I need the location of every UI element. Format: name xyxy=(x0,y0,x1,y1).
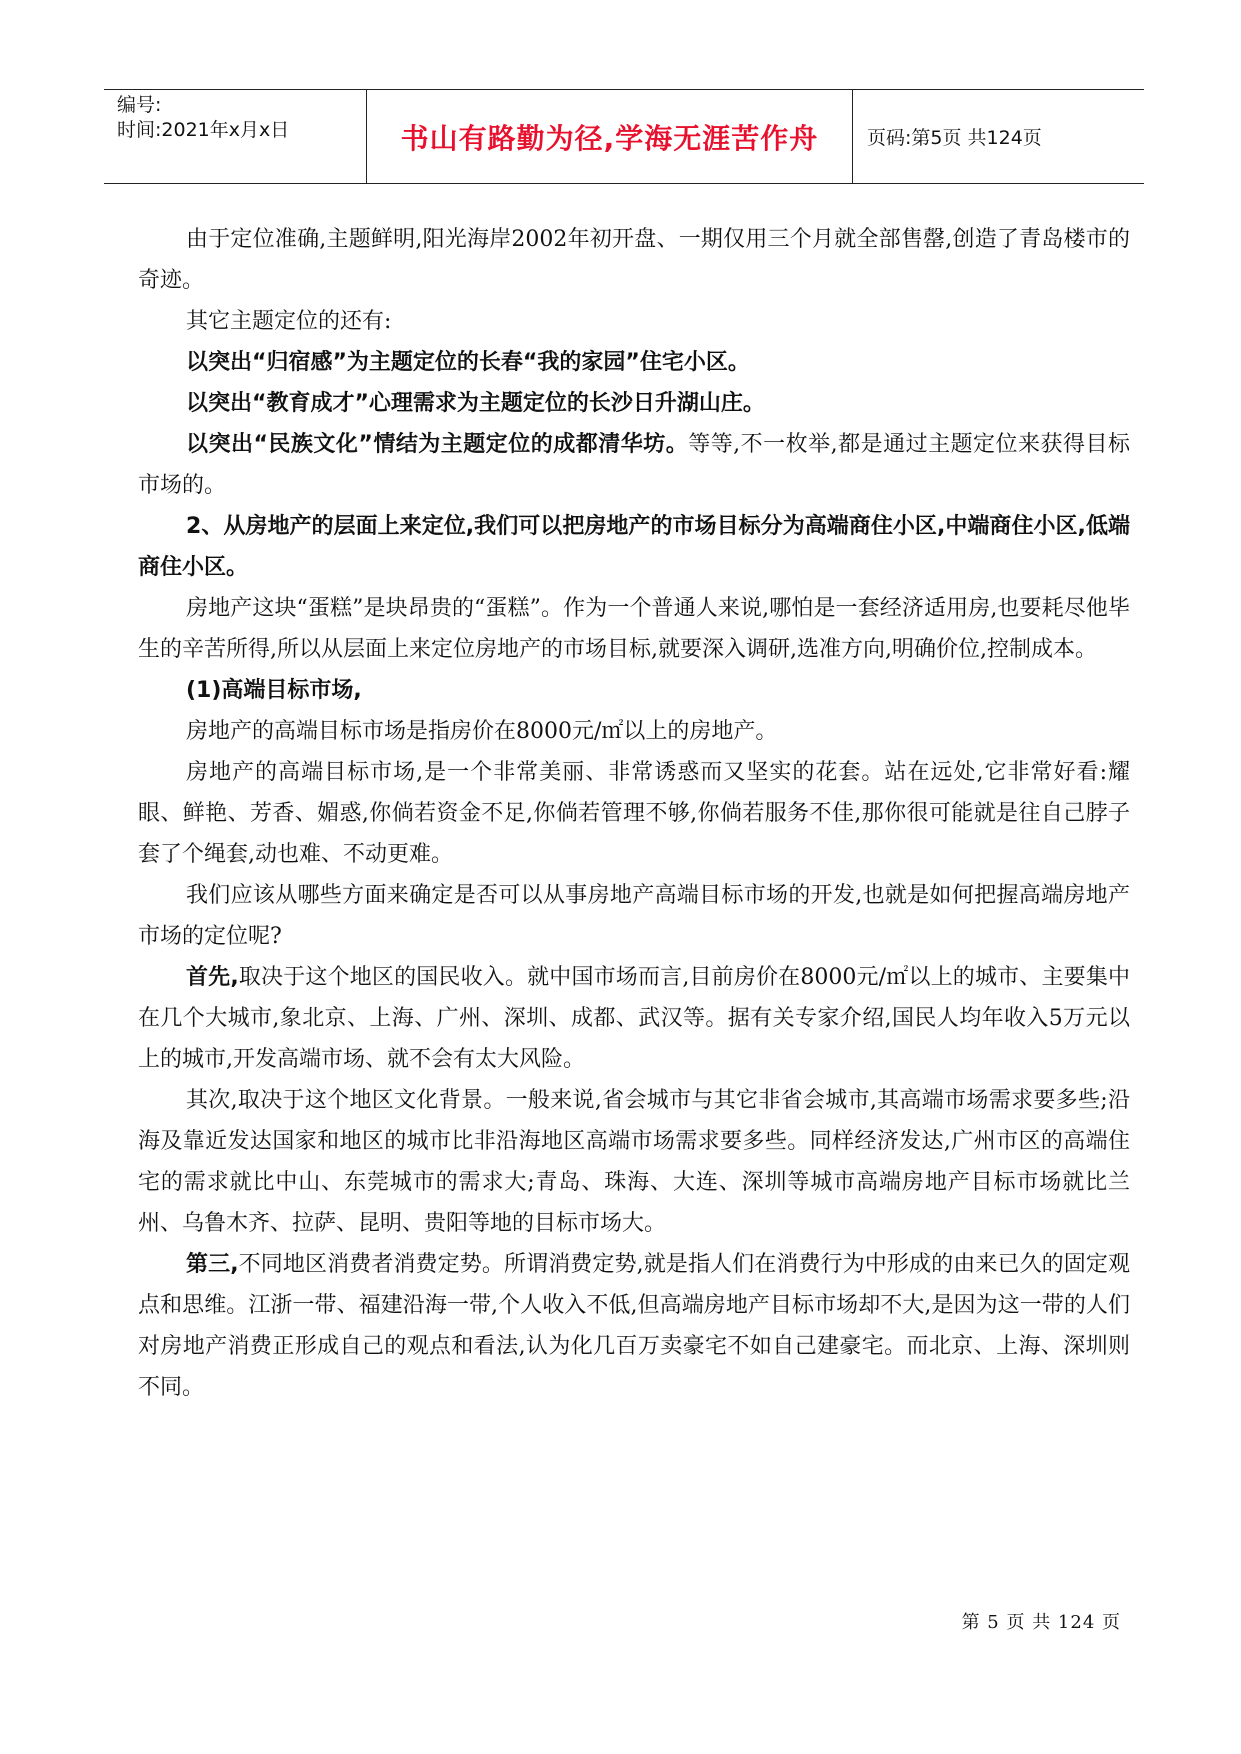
page-header-table xyxy=(104,89,1144,184)
body-paragraph xyxy=(138,588,1130,670)
bold-text: 以突出“教育成才”心理需求为主题定位的长沙日升湖山庄。 xyxy=(186,391,765,416)
header-page-info: 页码:第5页 共124页 xyxy=(867,127,1042,149)
header-page-cell xyxy=(853,90,1144,183)
document-body xyxy=(138,219,1130,1408)
paragraph-text: 房地产的高端目标市场是指房价在8000元/㎡以上的房地产。 xyxy=(186,719,778,744)
bold-text: 第三, xyxy=(186,1252,239,1277)
body-paragraph xyxy=(138,875,1130,957)
paragraph-text: 等等,不一枚举,都是通过主题定位来获得目标市场的。 xyxy=(138,432,1130,498)
body-paragraph xyxy=(138,219,1130,301)
paragraph-text: 房地产这块“蛋糕”是块昂贵的“蛋糕”。作为一个普通人来说,哪怕是一套经济适用房,也要耗尽他毕生的辛苦所得,所以从层面上来定位房地产的市场目标,就要深入调研,选准方向,明确价位,控制成本。 xyxy=(138,596,1130,662)
body-paragraph xyxy=(138,957,1130,1080)
paragraph-text: 房地产的高端目标市场,是一个非常美丽、非常诱惑而又坚实的花套。站在远处,它非常好看:耀眼、鲜艳、芳香、媚惑,你倘若资金不足,你倘若管理不够,你倘若服务不佳,那你很可能就是往自己脖子套了个绳套,动也难、不动更难。 xyxy=(138,760,1130,867)
body-paragraph xyxy=(138,383,1130,424)
bold-text: (1)高端目标市场, xyxy=(186,678,362,703)
bold-text: 以突出“民族文化”情结为主题定位的成都清华坊。 xyxy=(186,432,689,457)
paragraph-text: 不同地区消费者消费定势。所谓消费定势,就是指人们在消费行为中形成的由来已久的固定观点和思维。江浙一带、福建沿海一带,个人收入不低,但高端房地产目标市场却不大,是因为这一带的人们对房地产消费正形成自己的观点和看法,认为化几百万卖豪宅不如自己建豪宅。而北京、上海、深圳则不同。 xyxy=(138,1252,1130,1400)
body-paragraph xyxy=(138,711,1130,752)
body-paragraph xyxy=(138,1080,1130,1244)
header-motto: 书山有路勤为径,学海无涯苦作舟 xyxy=(400,121,819,155)
body-paragraph xyxy=(138,752,1130,875)
paragraph-text: 我们应该从哪些方面来确定是否可以从事房地产高端目标市场的开发,也就是如何把握高端房地产市场的定位呢? xyxy=(138,883,1130,949)
body-paragraph xyxy=(138,1244,1130,1408)
document-number-label: 编号: xyxy=(117,94,162,116)
body-paragraph xyxy=(138,670,1130,711)
body-paragraph xyxy=(138,342,1130,383)
body-paragraph xyxy=(138,301,1130,342)
bold-text: 以突出“归宿感”为主题定位的长春“我的家园”住宅小区。 xyxy=(186,350,750,375)
page-footer: 第 5 页 共 124 页 xyxy=(961,1612,1121,1633)
paragraph-text: 其它主题定位的还有: xyxy=(186,309,392,334)
body-paragraph xyxy=(138,424,1130,506)
paragraph-text: 其次,取决于这个地区文化背景。一般来说,省会城市与其它非省会城市,其高端市场需求要多些;沿海及靠近发达国家和地区的城市比非沿海地区高端市场需求要多些。同样经济发达,广州市区的高端住宅的需求就比中山、东莞城市的需求大;青岛、珠海、大连、深圳等城市高端房地产目标市场就比兰州、乌鲁木齐、拉萨、昆明、贵阳等地的目标市场大。 xyxy=(138,1088,1130,1236)
paragraph-text: 由于定位准确,主题鲜明,阳光海岸2002年初开盘、一期仅用三个月就全部售罄,创造了青岛楼市的奇迹。 xyxy=(138,227,1130,293)
document-time-label: 时间:2021年x月x日 xyxy=(117,119,290,141)
header-motto-cell xyxy=(367,90,853,183)
bold-text: 2、从房地产的层面上来定位,我们可以把房地产的市场目标分为高端商住小区,中端商住小区,低端商住小区。 xyxy=(138,514,1130,580)
header-meta-cell xyxy=(104,90,367,183)
body-paragraph xyxy=(138,506,1130,588)
bold-text: 首先, xyxy=(186,965,239,990)
paragraph-text: 取决于这个地区的国民收入。就中国市场而言,目前房价在8000元/㎡以上的城市、主要集中在几个大城市,象北京、上海、广州、深圳、成都、武汉等。据有关专家介绍,国民人均年收入5万元以上的城市,开发高端市场、就不会有太大风险。 xyxy=(138,965,1130,1072)
